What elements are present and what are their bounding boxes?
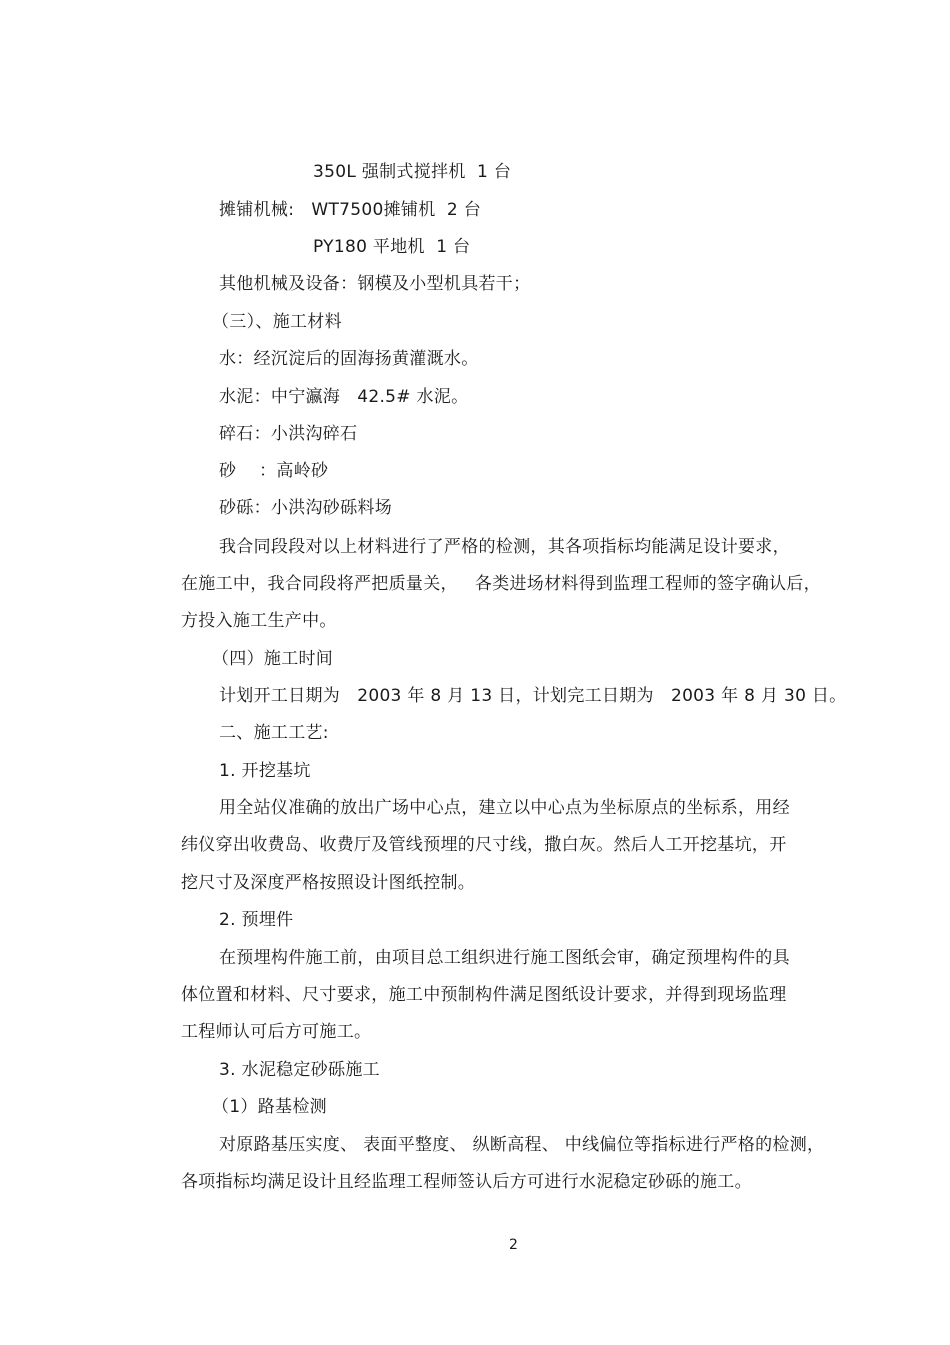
paragraph-line: 在施工中，我合同段将严把质量关， 各类进场材料得到监理工程师的签字确认后， xyxy=(181,574,821,594)
text-line: 水泥：中宁瀛海 42.5# 水泥。 xyxy=(219,387,469,407)
section-heading: 二、施工工艺: xyxy=(219,723,329,743)
paragraph-line: 挖尺寸及深度严格按照设计图纸控制。 xyxy=(181,873,476,893)
paragraph-line: 工程师认可后方可施工。 xyxy=(181,1022,372,1042)
text-line: 砂 ：高岭砂 xyxy=(219,461,329,481)
text-line: 碎石：小洪沟碎石 xyxy=(219,424,358,444)
paragraph-line: 体位置和材料、尺寸要求，施工中预制构件满足图纸设计要求，并得到现场监理 xyxy=(181,985,787,1005)
paragraph-line: 用全站仪准确的放出广场中心点，建立以中心点为坐标原点的坐标系，用经 xyxy=(219,798,790,818)
paragraph-line: 方投入施工生产中。 xyxy=(181,611,337,631)
section-heading: （三）、施工材料 xyxy=(212,312,342,332)
subsection-heading: （1）路基检测 xyxy=(212,1097,327,1117)
paragraph-line: 对原路基压实度、 表面平整度、 纵断高程、 中线偏位等指标进行严格的检测， xyxy=(219,1135,825,1155)
paragraph-line: 我合同段段对以上材料进行了严格的检测，其各项指标均能满足设计要求， xyxy=(219,537,790,557)
paragraph-line: 纬仪穿出收费岛、收费厅及管线预埋的尺寸线，撒白灰。然后人工开挖基坑，开 xyxy=(181,835,787,855)
paragraph-line: 各项指标均满足设计且经监理工程师签认后方可进行水泥稳定砂砾的施工。 xyxy=(181,1172,752,1192)
subsection-heading: 1. 开挖基坑 xyxy=(219,761,311,781)
text-line: 其他机械及设备：钢模及小型机具若干； xyxy=(219,274,531,294)
paragraph-line: 计划开工日期为 2003 年 8 月 13 日，计划完工日期为 2003 年 8 月 30 日。 xyxy=(219,686,847,706)
text-line: PY180 平地机 1 台 xyxy=(313,237,471,257)
section-heading: （四）施工时间 xyxy=(212,649,334,669)
text-line: 摊铺机械: WT7500摊铺机 2 台 xyxy=(219,200,482,220)
subsection-heading: 3. 水泥稳定砂砾施工 xyxy=(219,1060,380,1080)
text-line: 砂砾：小洪沟砂砾料场 xyxy=(219,498,392,518)
text-line: 水：经沉淀后的固海扬黄灌溉水。 xyxy=(219,349,479,369)
text-line: 350L 强制式搅拌机 1 台 xyxy=(313,162,512,182)
paragraph-line: 在预埋构件施工前，由项目总工组织进行施工图纸会审，确定预埋构件的具 xyxy=(219,948,790,968)
subsection-heading: 2. 预埋件 xyxy=(219,910,294,930)
page-number: 2 xyxy=(509,1237,518,1253)
